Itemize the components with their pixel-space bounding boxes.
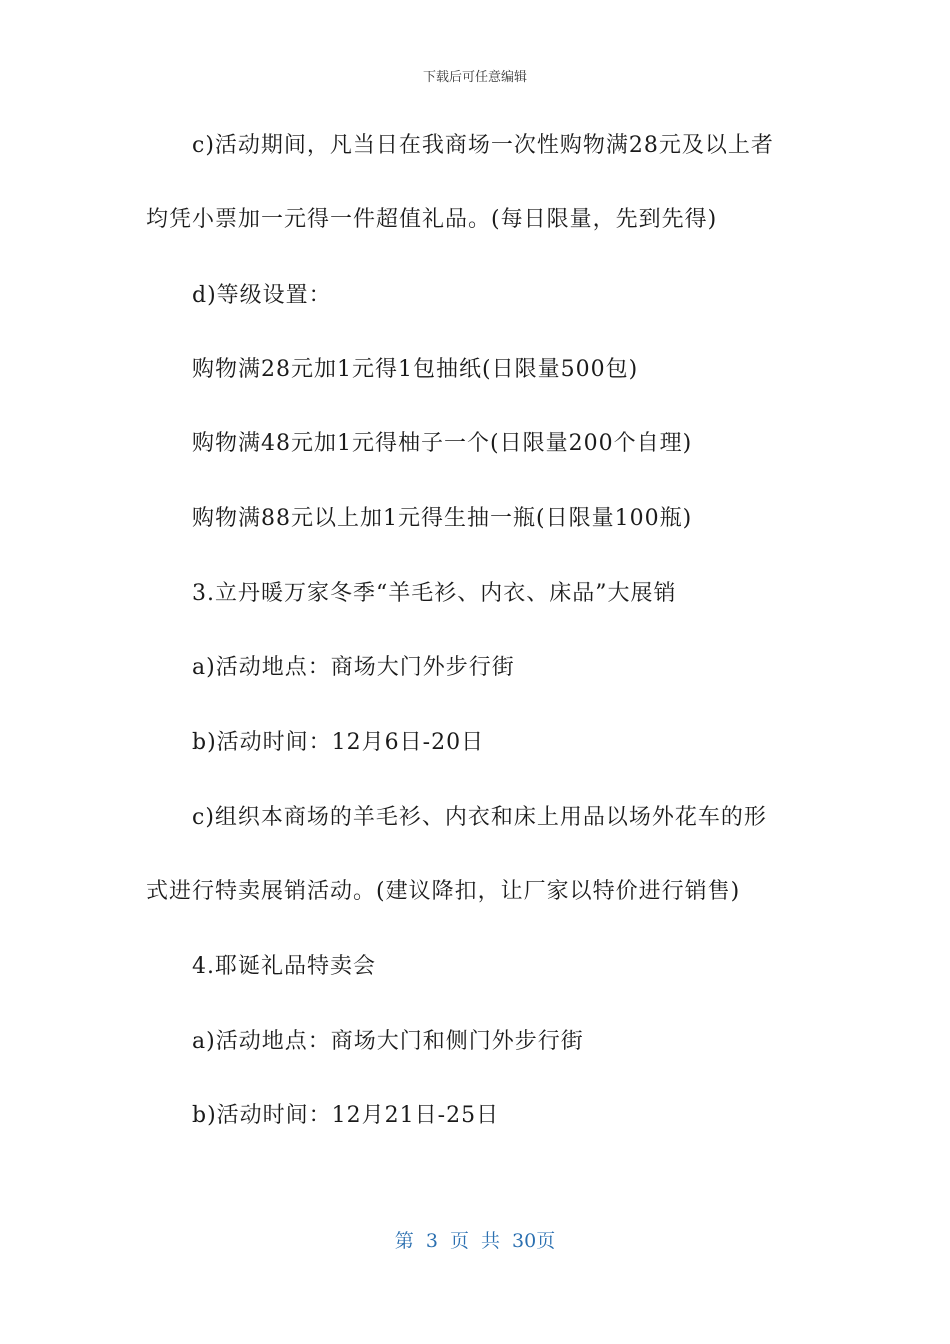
section-heading: 3.立丹暖万家冬季“羊毛衫、内衣、床品”大展销 xyxy=(192,581,677,606)
paragraph-line: c)组织本商场的羊毛衫、内衣和床上用品以场外花车的形 xyxy=(192,805,767,830)
paragraph-line: a)活动地点：商场大门和侧门外步行街 xyxy=(192,1029,584,1054)
paragraph-line: a)活动地点：商场大门外步行街 xyxy=(192,655,515,680)
section-heading: 4.耶诞礼品特卖会 xyxy=(192,954,376,979)
paragraph-line: b)活动时间：12月21日-25日 xyxy=(192,1103,500,1128)
paragraph-line: 均凭小票加一元得一件超值礼品。(每日限量，先到先得) xyxy=(146,207,718,232)
paragraph-line: c)活动期间，凡当日在我商场一次性购物满28元及以上者 xyxy=(192,133,774,158)
paragraph-line: 购物满48元加1元得柚子一个(日限量200个自理) xyxy=(192,431,693,456)
paragraph-line: d)等级设置： xyxy=(192,283,332,308)
paragraph-line: 购物满28元加1元得1包抽纸(日限量500包) xyxy=(192,357,639,382)
page-footer: 第 3 页 共 30页 xyxy=(394,1230,556,1252)
page-header: 下载后可任意编辑 xyxy=(422,70,527,85)
paragraph-line: 式进行特卖展销活动。(建议降扣，让厂家以特价进行销售) xyxy=(146,879,741,904)
paragraph-line: 购物满88元以上加1元得生抽一瓶(日限量100瓶) xyxy=(192,506,693,531)
paragraph-line: b)活动时间：12月6日-20日 xyxy=(192,730,485,755)
